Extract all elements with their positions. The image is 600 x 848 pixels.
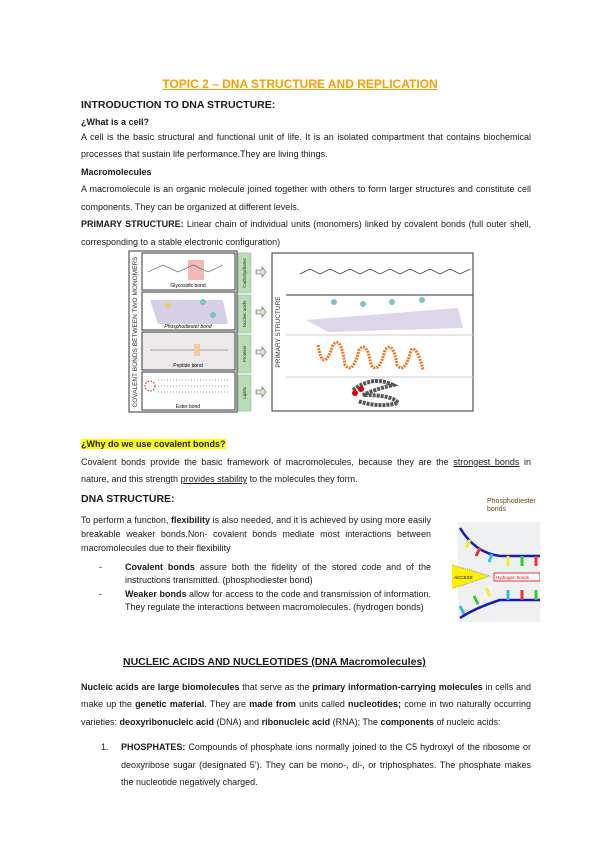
bond-row xyxy=(142,332,235,370)
underlined-text: strongest bonds xyxy=(453,456,520,467)
class-label: Nucleic acids xyxy=(242,300,247,328)
number-marker: 1. xyxy=(101,742,109,752)
dna-bonds-image xyxy=(452,500,540,624)
term: ribonucleic acid xyxy=(261,716,331,727)
class-label: Proteins xyxy=(242,345,247,363)
bond-row xyxy=(142,292,235,330)
bullet: - xyxy=(99,588,102,599)
paragraph: A macromolecule is an organic molecule joined together with others to form larger structures and constitute cell components. They can be organized at different levels. xyxy=(81,184,531,212)
bond-label: Ester bond xyxy=(175,404,201,410)
text: Linear chain of individual units (monomers) linked by covalent bonds (full outer shell, corresponding to a stable electronic configuration) xyxy=(81,219,531,247)
term: nucleotides; xyxy=(348,699,402,709)
text: assure both the fidelity of the stored code and of the instructions transmitted. (phosphodiester bond) xyxy=(125,561,431,585)
text: is also needed, and it is achieved by using more easily breakable weaker bonds.Non- covalent bonds mediate most interactions between macromolecules due to their flexibility xyxy=(81,514,431,553)
text: in cells and make up the xyxy=(81,681,531,709)
list-item xyxy=(81,588,431,615)
text: allow for access to the code and transmission of information. They regulate the interactions between macromolecules. (hydrogen bonds) xyxy=(125,588,431,612)
term: Nucleic acids are large biomolecules xyxy=(81,681,240,692)
intro-section xyxy=(81,97,531,251)
text: units called xyxy=(295,699,349,709)
text: that serve as the xyxy=(239,681,313,692)
paragraph xyxy=(81,216,531,251)
bullet: - xyxy=(99,561,102,572)
text: . They are xyxy=(204,699,250,709)
paragraph xyxy=(81,513,431,555)
bond-label: Glycosidic bond xyxy=(170,283,206,289)
class-label: Carbohydrates xyxy=(242,258,247,288)
subheading: Macromolecules xyxy=(81,166,152,177)
term: components xyxy=(380,716,434,727)
paragraph xyxy=(81,454,531,489)
dna-structure-section xyxy=(81,491,431,615)
list-item xyxy=(81,561,431,588)
text: in nature, and this strength xyxy=(81,456,532,484)
term: PRIMARY STRUCTURE: xyxy=(81,219,184,229)
image-label: ACCESS xyxy=(454,575,473,580)
text: (RNA); The xyxy=(330,716,381,727)
text: To perform a function, xyxy=(81,514,172,525)
paragraph: A cell is the basic structural and functional unit of life. It is an isolated compartment that contains biochemical processes that sustain life performance.They are living things. xyxy=(81,131,531,159)
text: (DNA) and xyxy=(214,716,262,727)
text: to the molecules they form. xyxy=(247,474,358,484)
list-item xyxy=(81,739,531,792)
bond-row xyxy=(142,253,235,290)
bond-label: Peptide bond xyxy=(173,363,203,369)
figure-right-label: PRIMARY STRUCTURE xyxy=(275,296,282,368)
question-heading: ¿Why do we use covalent bonds? xyxy=(81,439,226,449)
nucleic-section xyxy=(81,654,531,792)
phosphodiester-bonds-label: Phosphodiester bonds xyxy=(487,498,545,514)
image-label: Hydrogen bonds xyxy=(496,575,530,580)
question-heading: ¿What is a cell? xyxy=(81,116,150,127)
term: Covalent bonds xyxy=(125,561,195,572)
bond-row xyxy=(142,372,235,410)
figure-left-label: COVALENT BONDS BETWEEN TWO MONOMERS xyxy=(132,256,139,408)
term: made from xyxy=(249,699,296,709)
bond-label: Phosphodiester bond xyxy=(164,324,212,330)
section-heading: NUCLEIC ACIDS AND NUCLEOTIDES (DNA Macromolecules) xyxy=(123,656,426,668)
term: genetic material xyxy=(135,699,205,709)
paragraph xyxy=(81,679,531,732)
term: flexibility xyxy=(171,514,211,525)
covalent-section xyxy=(81,436,531,489)
term: PHOSPHATES: xyxy=(121,742,186,752)
text: of nucleic acids: xyxy=(433,716,501,727)
term: Weaker bonds xyxy=(125,588,187,599)
arrow-icons xyxy=(256,267,266,397)
term: deoxyribonucleic acid xyxy=(119,716,215,727)
text: come in two naturally occurring varieties: xyxy=(81,699,532,727)
underlined-text: provides stability xyxy=(180,474,248,484)
macromolecule-bonds-figure xyxy=(128,250,482,413)
class-label: Lipids xyxy=(242,387,247,399)
page-title: TOPIC 2 – DNA STRUCTURE AND REPLICATION xyxy=(162,77,438,91)
section-heading: DNA STRUCTURE: xyxy=(81,493,175,505)
section-heading: INTRODUCTION TO DNA STRUCTURE: xyxy=(81,99,276,111)
text: Covalent bonds provide the basic framework of macromolecules, because they are the xyxy=(81,456,454,467)
term: primary information-carrying molecules xyxy=(312,681,483,692)
text: Compounds of phosphate ions normally joined to the C5 hydroxyl of the ribosome or deoxyribose sugar (designated 5'). They can be mono-, di-, or triphosphates. The phosphate makes the nucleotide negatively charged. xyxy=(121,742,531,787)
